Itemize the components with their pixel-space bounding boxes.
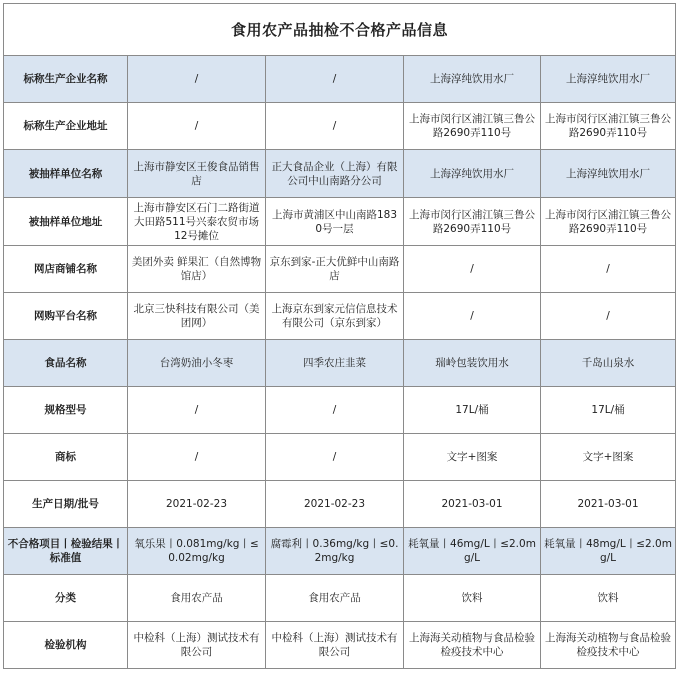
row-label: 分类 bbox=[4, 575, 128, 622]
table-cell: 上海市黄浦区中山南路1830号一层 bbox=[266, 198, 404, 246]
table-cell: 耗氧量丨48mg/L丨≤2.0mg/L bbox=[541, 528, 676, 575]
table-cell: 中检科（上海）测试技术有限公司 bbox=[266, 622, 404, 669]
row-label: 食品名称 bbox=[4, 340, 128, 387]
table-cell: 上海市静安区王俊食品销售店 bbox=[128, 150, 266, 198]
table-cell: / bbox=[266, 103, 404, 150]
table-cell: 正大食品企业（上海）有限公司中山南路分公司 bbox=[266, 150, 404, 198]
row-label: 网购平台名称 bbox=[4, 293, 128, 340]
table-cell: 腐霉利丨0.36mg/kg丨≤0.2mg/kg bbox=[266, 528, 404, 575]
row-label: 标称生产企业名称 bbox=[4, 56, 128, 103]
table-cell: / bbox=[128, 103, 266, 150]
row-label: 规格型号 bbox=[4, 387, 128, 434]
table-row bbox=[4, 340, 676, 387]
table-cell: 台湾奶油小冬枣 bbox=[128, 340, 266, 387]
row-label: 网店商铺名称 bbox=[4, 246, 128, 293]
table-cell: 2021-02-23 bbox=[128, 481, 266, 528]
row-label: 检验机构 bbox=[4, 622, 128, 669]
table-title-row bbox=[4, 4, 676, 56]
table-cell: 上海淳纯饮用水厂 bbox=[404, 56, 541, 103]
table-cell: 中检科（上海）测试技术有限公司 bbox=[128, 622, 266, 669]
table-cell: 文字+图案 bbox=[404, 434, 541, 481]
table-cell: 上海市闵行区浦江镇三鲁公路2690弄110号 bbox=[404, 198, 541, 246]
table-row bbox=[4, 293, 676, 340]
table-cell: / bbox=[128, 387, 266, 434]
table-cell: 上海京东到家元信信息技术有限公司（京东到家） bbox=[266, 293, 404, 340]
table-cell: 食用农产品 bbox=[128, 575, 266, 622]
table-cell: 千岛山泉水 bbox=[541, 340, 676, 387]
table-cell: 上海市静安区石门二路街道大田路511号兴泰农贸市场12号摊位 bbox=[128, 198, 266, 246]
table-cell: 上海市闵行区浦江镇三鲁公路2690弄110号 bbox=[541, 198, 676, 246]
row-label: 被抽样单位地址 bbox=[4, 198, 128, 246]
table-cell: / bbox=[266, 387, 404, 434]
table-cell: 上海市闵行区浦江镇三鲁公路2690弄110号 bbox=[404, 103, 541, 150]
table-cell: 氧乐果丨0.081mg/kg丨≤0.02mg/kg bbox=[128, 528, 266, 575]
table-cell: 北京三快科技有限公司（美团网） bbox=[128, 293, 266, 340]
table-cell: 四季农庄韭菜 bbox=[266, 340, 404, 387]
table-cell: 17L/桶 bbox=[541, 387, 676, 434]
table-cell: 上海海关动植物与食品检验检疫技术中心 bbox=[541, 622, 676, 669]
table-cell: 2021-02-23 bbox=[266, 481, 404, 528]
table-cell: 饮料 bbox=[404, 575, 541, 622]
table-cell: 上海淳纯饮用水厂 bbox=[541, 150, 676, 198]
table-row bbox=[4, 150, 676, 198]
table-cell: 文字+图案 bbox=[541, 434, 676, 481]
table-cell: 耗氧量丨46mg/L丨≤2.0mg/L bbox=[404, 528, 541, 575]
table-cell: / bbox=[266, 434, 404, 481]
table-cell: / bbox=[541, 246, 676, 293]
table-cell: / bbox=[128, 56, 266, 103]
table-cell: 京东到家-正大优鲜中山南路店 bbox=[266, 246, 404, 293]
table-cell: / bbox=[128, 434, 266, 481]
table-cell: 2021-03-01 bbox=[404, 481, 541, 528]
row-label: 生产日期/批号 bbox=[4, 481, 128, 528]
table-cell: 上海海关动植物与食品检验检疫技术中心 bbox=[404, 622, 541, 669]
table-row bbox=[4, 198, 676, 246]
table-cell: 上海市闵行区浦江镇三鲁公路2690弄110号 bbox=[541, 103, 676, 150]
row-label: 标称生产企业地址 bbox=[4, 103, 128, 150]
table-row bbox=[4, 103, 676, 150]
table-row bbox=[4, 434, 676, 481]
table-cell: 2021-03-01 bbox=[541, 481, 676, 528]
table-cell: / bbox=[404, 293, 541, 340]
info-table-container bbox=[3, 3, 675, 669]
table-cell: 美团外卖 鲜果汇（自然博物馆店） bbox=[128, 246, 266, 293]
table-cell: / bbox=[541, 293, 676, 340]
table-row bbox=[4, 387, 676, 434]
table-row bbox=[4, 575, 676, 622]
table-cell: 瑞岭包装饮用水 bbox=[404, 340, 541, 387]
table-title: 食用农产品抽检不合格产品信息 bbox=[4, 4, 676, 56]
table-row bbox=[4, 622, 676, 669]
unqualified-products-table bbox=[3, 3, 676, 669]
row-label: 商标 bbox=[4, 434, 128, 481]
table-cell: / bbox=[404, 246, 541, 293]
table-cell: 上海淳纯饮用水厂 bbox=[541, 56, 676, 103]
table-cell: 饮料 bbox=[541, 575, 676, 622]
table-cell: 17L/桶 bbox=[404, 387, 541, 434]
table-row bbox=[4, 56, 676, 103]
row-label: 被抽样单位名称 bbox=[4, 150, 128, 198]
row-label: 不合格项目丨检验结果丨标准值 bbox=[4, 528, 128, 575]
table-cell: / bbox=[266, 56, 404, 103]
table-row bbox=[4, 246, 676, 293]
table-row bbox=[4, 481, 676, 528]
table-cell: 食用农产品 bbox=[266, 575, 404, 622]
table-row bbox=[4, 528, 676, 575]
table-cell: 上海淳纯饮用水厂 bbox=[404, 150, 541, 198]
